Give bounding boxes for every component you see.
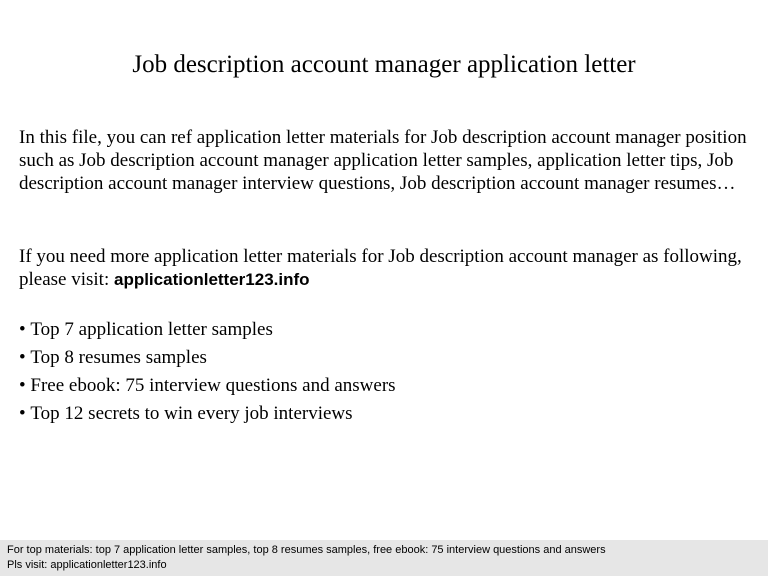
list-item: • Top 7 application letter samples (19, 316, 396, 344)
list-item: • Top 12 secrets to win every job interviews (19, 400, 396, 428)
list-item: • Top 8 resumes samples (19, 344, 396, 372)
visit-paragraph (19, 245, 749, 291)
visit-link[interactable]: applicationletter123.info (113, 270, 310, 289)
footer-line-materials: For top materials: top 7 application letter samples, top 8 resumes samples, free ebook: 75 interview questions and answers (7, 544, 606, 556)
footer-bar (0, 540, 768, 576)
list-item: • Free ebook: 75 interview questions and answers (19, 372, 396, 400)
materials-list (19, 316, 396, 428)
visit-text: If you need more application letter materials for Job description account manager as following, please visit: (19, 246, 742, 290)
slide-title: Job description account manager application letter (132, 51, 636, 78)
footer-line-visit: Pls visit: applicationletter123.info (7, 559, 167, 571)
intro-paragraph: In this file, you can ref application letter materials for Job description account manager position such as Job description account manager application letter samples, application letter tips, Job description account manager interview questions, Job description account manager resumes… (19, 127, 747, 194)
